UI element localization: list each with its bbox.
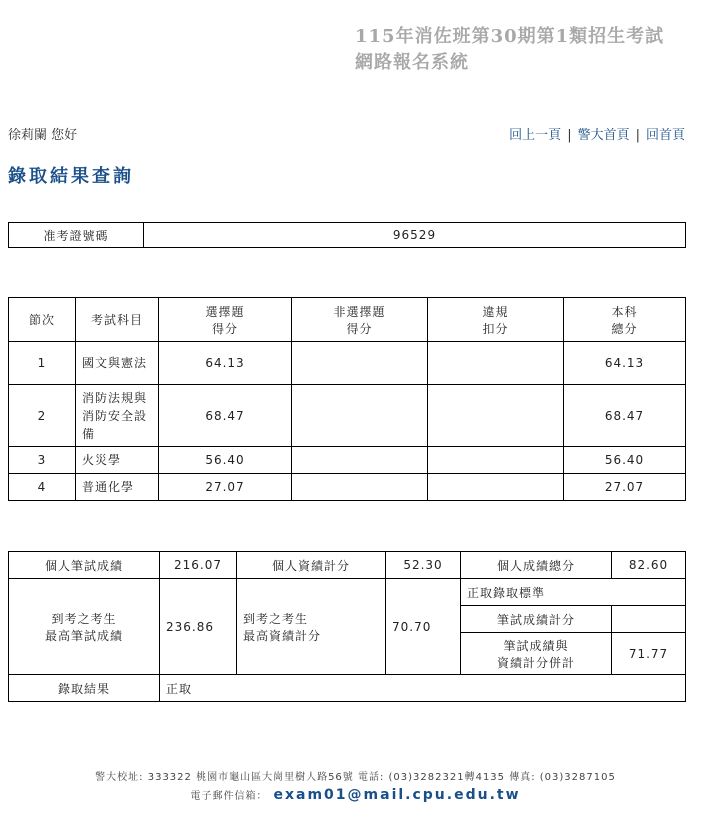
written-value: 216.07 bbox=[160, 552, 237, 579]
row-mc: 56.40 bbox=[159, 447, 292, 474]
summary-row bbox=[9, 579, 686, 606]
admission-row bbox=[9, 223, 686, 248]
nav-separator: | bbox=[567, 128, 572, 143]
row-violation bbox=[428, 385, 564, 447]
row-mc: 68.47 bbox=[159, 385, 292, 447]
email-label: 電子郵件信箱： bbox=[190, 791, 268, 802]
top-written-value: 236.86 bbox=[160, 579, 237, 675]
top-nav bbox=[509, 124, 685, 143]
row-violation bbox=[428, 474, 564, 501]
standard-label: 正取錄取標準 bbox=[461, 579, 686, 606]
row-nmc bbox=[292, 385, 428, 447]
total-value: 82.60 bbox=[612, 552, 686, 579]
email-address: exam01@mail.cpu.edu.tw bbox=[273, 787, 521, 803]
row-nmc bbox=[292, 342, 428, 385]
row-total: 64.13 bbox=[564, 342, 686, 385]
table-row bbox=[9, 385, 686, 447]
row-subject: 國文與憲法 bbox=[76, 342, 159, 385]
home-link[interactable]: 回首頁 bbox=[645, 128, 685, 143]
total-label: 個人成績總分 bbox=[461, 552, 612, 579]
row-subject: 消防法規與消防安全設備 bbox=[76, 385, 159, 447]
summary-table bbox=[8, 551, 686, 702]
row-no: 1 bbox=[9, 342, 76, 385]
record-value: 52.30 bbox=[386, 552, 461, 579]
header-subject: 考試科目 bbox=[76, 298, 159, 342]
top-record-label: 到考之考生 最高資績計分 bbox=[237, 579, 386, 675]
row-subject: 火災學 bbox=[76, 447, 159, 474]
nav-separator: | bbox=[635, 128, 640, 143]
header-violation: 違規 扣分 bbox=[428, 298, 564, 342]
summary-row bbox=[9, 552, 686, 579]
row-nmc bbox=[292, 474, 428, 501]
user-greeting: 徐莉闌 您好 bbox=[8, 128, 78, 143]
std-combined-value: 71.77 bbox=[612, 633, 686, 675]
admission-number: 96529 bbox=[144, 223, 686, 248]
footer-address: 警大校址: 333322 桃園市龜山區大崗里樹人路56號 電話: (03)3282321轉4135 傳真: (03)3287105 bbox=[95, 772, 616, 783]
std-written-value bbox=[612, 606, 686, 633]
system-title: 115年消佐班第30期第1類招生考試 網路報名系統 bbox=[355, 26, 665, 73]
table-row bbox=[9, 474, 686, 501]
row-no: 4 bbox=[9, 474, 76, 501]
page-title: 錄取結果查詢 bbox=[8, 166, 134, 187]
row-subject: 普通化學 bbox=[76, 474, 159, 501]
row-violation bbox=[428, 342, 564, 385]
header-total: 本科 總分 bbox=[564, 298, 686, 342]
table-row bbox=[9, 447, 686, 474]
row-violation bbox=[428, 447, 564, 474]
scores-table bbox=[8, 297, 686, 501]
std-written-label: 筆試成績計分 bbox=[461, 606, 612, 633]
top-record-value: 70.70 bbox=[386, 579, 461, 675]
summary-row bbox=[9, 675, 686, 702]
admission-label: 准考證號碼 bbox=[9, 223, 144, 248]
row-nmc bbox=[292, 447, 428, 474]
std-combined-label: 筆試成績與 資績計分併計 bbox=[461, 633, 612, 675]
footer-email bbox=[0, 787, 711, 803]
row-no: 2 bbox=[9, 385, 76, 447]
header-mc: 選擇題 得分 bbox=[159, 298, 292, 342]
admission-table bbox=[8, 222, 686, 248]
row-total: 68.47 bbox=[564, 385, 686, 447]
cpu-home-link[interactable]: 警大首頁 bbox=[577, 128, 630, 143]
top-written-label: 到考之考生 最高筆試成績 bbox=[9, 579, 160, 675]
result-label: 錄取結果 bbox=[9, 675, 160, 702]
written-label: 個人筆試成績 bbox=[9, 552, 160, 579]
scores-header-row bbox=[9, 298, 686, 342]
row-mc: 27.07 bbox=[159, 474, 292, 501]
row-total: 56.40 bbox=[564, 447, 686, 474]
result-value: 正取 bbox=[160, 675, 686, 702]
table-row bbox=[9, 342, 686, 385]
row-mc: 64.13 bbox=[159, 342, 292, 385]
record-label: 個人資績計分 bbox=[237, 552, 386, 579]
header-nmc: 非選擇題 得分 bbox=[292, 298, 428, 342]
back-link[interactable]: 回上一頁 bbox=[509, 128, 562, 143]
header-no: 節次 bbox=[9, 298, 76, 342]
row-no: 3 bbox=[9, 447, 76, 474]
row-total: 27.07 bbox=[564, 474, 686, 501]
